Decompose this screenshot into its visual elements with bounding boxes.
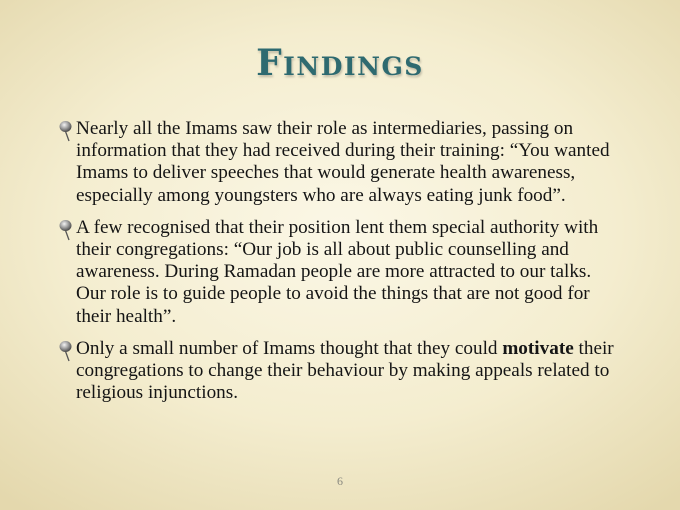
bullet-text-start: Only a small number of Imams thought that they could xyxy=(76,337,503,359)
bullet-item xyxy=(58,338,624,405)
pushpin-icon xyxy=(58,219,74,241)
pushpin-icon xyxy=(58,120,74,142)
bullet-item xyxy=(58,217,624,328)
bullet-list xyxy=(58,118,624,414)
slide-number: 6 xyxy=(337,474,343,488)
slide-title: Findings xyxy=(256,42,424,84)
bullet-text-end: their congregations to change their behaviour by making appeals related to religious injunctions. xyxy=(76,337,614,404)
bullet-text: Nearly all the Imams saw their role as intermediaries, passing on information that they had received during their training: “You wanted Imams to deliver speeches that would generate health awareness, especially among youngsters who are always eating junk food”. xyxy=(76,118,610,206)
emphasis-word: motivate xyxy=(502,337,574,359)
pushpin-icon xyxy=(58,340,74,362)
bullet-text: A few recognised that their position lent them special authority with their congregations: “Our job is all about public counselling and awareness. During Ramadan people are more attracted to our talks. Our role is to guide people to avoid the things that are not good for their health”. xyxy=(76,216,599,327)
bullet-text xyxy=(76,338,614,403)
bullet-item xyxy=(58,118,624,207)
